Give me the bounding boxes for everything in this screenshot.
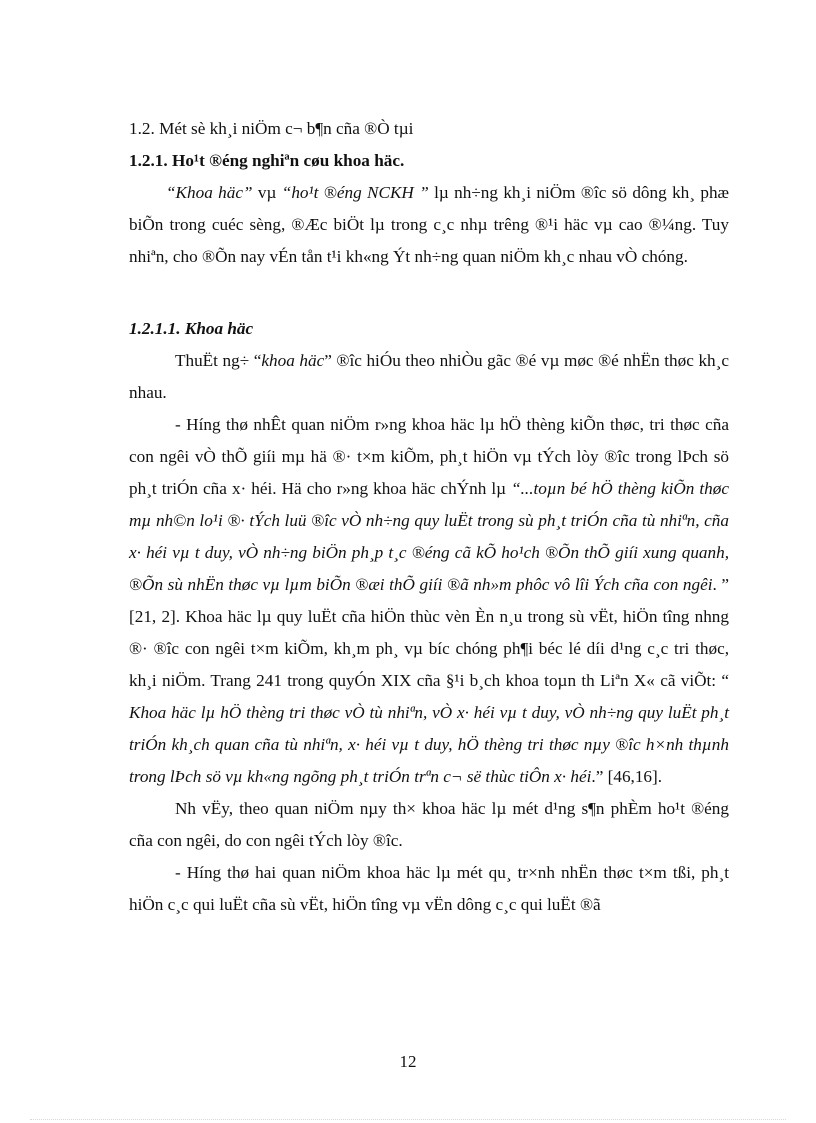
page-content xyxy=(129,113,729,921)
text-fragment: - Híng thø nhÊt quan niÖm r»ng khoa häc lµ hÖ thèng kiÕn thøc, tri thøc cña con ngêi vÒ thÕ giíi mµ hä ®· t×m kiÕm, ph¸t hiÖn vµ tÝch lòy ®îc trong lÞch sö ph¸t triÓn cña x· héi. Hä cho r»ng khoa häc chÝnh lµ xyxy=(129,415,729,498)
italic-quote-encyclopedia: Khoa häc lµ hÖ thèng tri thøc vÒ tù nhiªn, vÒ x· héi vµ t duy, vÒ nh÷ng quy luËt ph¸t triÓn kh¸ch quan cña tù nhiªn, x· héi vµ t duy, hÖ thèng tri thøc nµy ®îc h×nh thµnh trong lÞch sö vµ kh«ng ngõng ph¸t triÓn trªn c¬ së thùc tiÔn x· héi xyxy=(129,703,729,786)
subsection-heading: 1.2.1. Ho¹t ®éng nghiªn cøu khoa häc. xyxy=(129,151,405,170)
spacer xyxy=(129,273,729,313)
text-fragment: vµ xyxy=(252,183,282,202)
subsubsection-heading: 1.2.1.1. Khoa häc xyxy=(129,319,254,338)
paragraph-second-view: - Híng thø hai quan niÖm khoa häc lµ mét qu¸ tr×nh nhËn thøc t×m tßi, ph¸t hiÖn c¸c qui luËt cña sù vËt, hiÖn tîng vµ vËn dông c¸c qui luËt ®ã xyxy=(129,863,729,914)
text-fragment: .” [46,16]. xyxy=(591,767,663,786)
text-fragment: lµ nh÷ng kh¸i niÖm ®îc sö dông kh¸ phæ biÕn trong cuéc sèng, ®Æc biÖt lµ trong c¸c nhµ trêng ®¹i häc vµ cao ®¼ng. Tuy nhiªn, cho ®Õn nay vÉn tån t¹i kh«ng Ýt nh÷ng quan niÖm kh¸c nhau vÒ chóng. xyxy=(129,183,729,266)
paragraph-intro xyxy=(129,177,729,273)
section-heading: 1.2. Mét sè kh¸i niÖm c¬ b¶n cña ®Ò tµi xyxy=(129,119,414,138)
paragraph-first-view xyxy=(129,409,729,793)
text-fragment: ThuËt ng÷ “ xyxy=(175,351,262,370)
text-fragment: ” ®îc hiÓu theo nhiÒu gãc ®é vµ møc ®é nhËn thøc kh¸c nhau. xyxy=(129,351,729,402)
text-fragment: . ” [21, 2]. Khoa häc lµ quy luËt cña hiÖn thùc vèn Èn n¸u trong sù vËt, hiÖn tîng nhng ®· ®îc con ngêi t×m kiÕm, kh¸m ph¸ vµ bíc chóng ph¶i béc lé díi d¹ng c¸c tri thøc, kh¸i niÖm. Trang 241 trong quyÓn XIX cña §¹i b¸ch khoa toµn th Liªn X« cã viÕt: “ xyxy=(129,575,729,690)
italic-quote: “...toµn bé hÖ thèng kiÕn thøc mµ nh©n lo¹i ®· tÝch luü ®îc vÒ nh÷ng quy luËt trong sù ph¸t triÓn cña tù nhiªn, cña x· héi vµ t duy, vÒ nh÷ng biÖn ph¸p t¸c ®éng cã kÕ ho¹ch ®Õn thÕ giíi xung quanh, ®Õn sù nhËn thøc vµ lµm biÕn ®æi thÕ giíi ®ã nh»m phôc vô lîi Ých cña con ngêi xyxy=(129,479,729,594)
paragraph-conclusion: Nh vËy, theo quan niÖm nµy th× khoa häc lµ mét d¹ng s¶n phÈm ho¹t ®éng cña con ngêi, do con ngêi tÝch lòy ®îc. xyxy=(129,799,729,850)
paragraph-terminology xyxy=(129,345,729,409)
quoted-term-khoa-hoc: “Khoa häc” xyxy=(166,183,253,202)
italic-term: khoa häc xyxy=(261,351,325,370)
page-number: 12 xyxy=(399,1052,417,1071)
page-bottom-divider xyxy=(30,1119,786,1120)
quoted-term-nckh: “ho¹t ®éng NCKH ” xyxy=(281,183,429,202)
